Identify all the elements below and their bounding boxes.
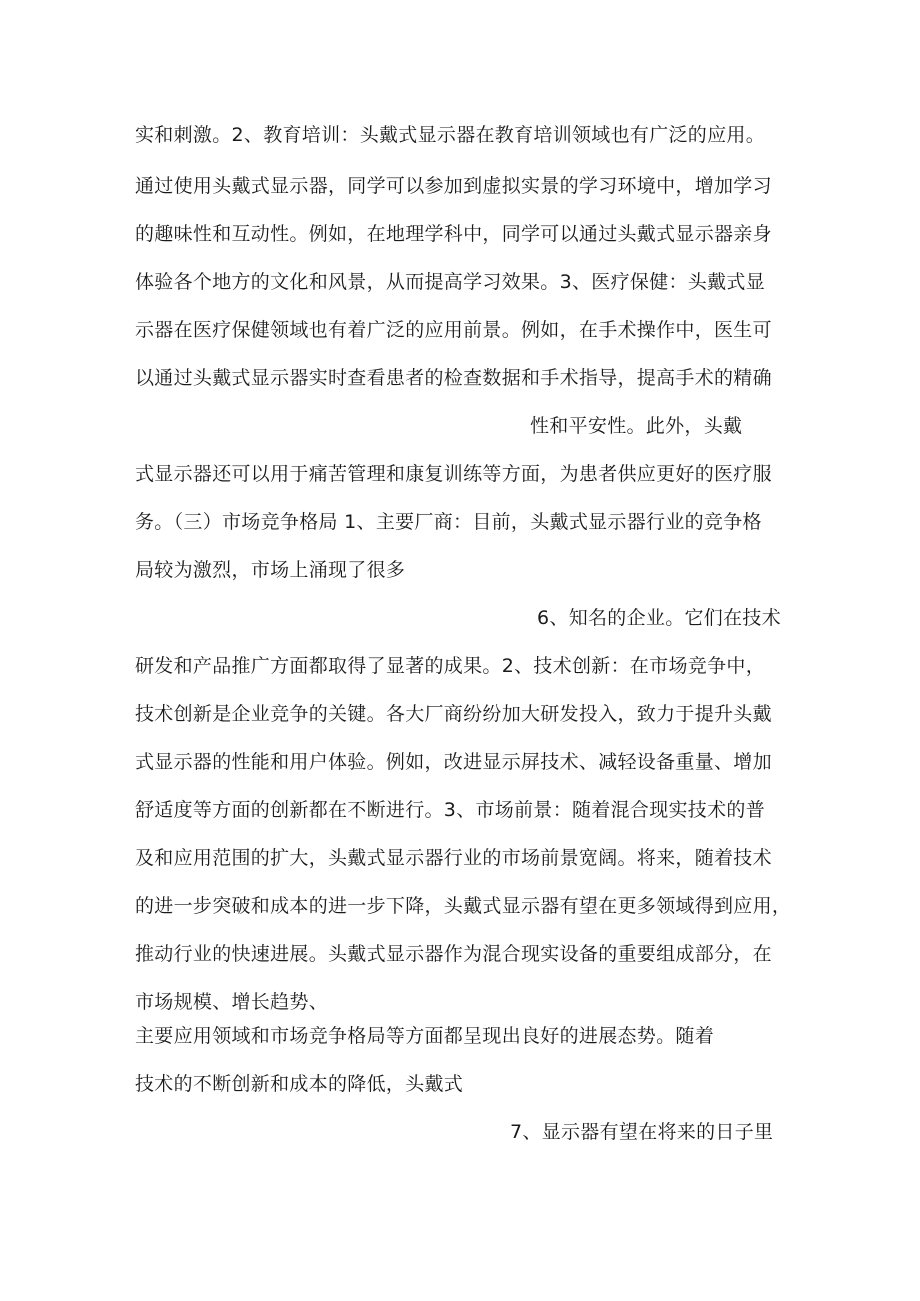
text-line: 式显示器还可以用于痛苦管理和康复训练等方面，为患者供应更好的医疗服 — [135, 463, 772, 485]
text-line: 推动行业的快速进展。头戴式显示器作为混合现实设备的重要组成部分，在 — [135, 943, 772, 965]
text-line: 通过使用头戴式显示器，同学可以参加到虚拟实景的学习环境中，增加学习 — [135, 175, 772, 197]
text-line: 技术创新是企业竞争的关键。各大厂商纷纷加大研发投入，致力于提升头戴 — [135, 703, 772, 725]
text-line: 研发和产品推广方面都取得了显著的成果。2、技术创新：在市场竞争中， — [135, 655, 765, 677]
text-line: 实和刺激。2、教育培训：头戴式显示器在教育培训领域也有广泛的应用。 — [135, 124, 765, 146]
text-line: 及和应用范围的扩大，头戴式显示器行业的市场前景宽阔。将来，随着技术 — [135, 847, 772, 869]
text-line: 务。（三）市场竞争格局 1、主要厂商：目前，头戴式显示器行业的竞争格 — [135, 511, 762, 533]
text-line: 的趣味性和互动性。例如，在地理学科中，同学可以通过头戴式显示器亲身 — [135, 223, 772, 245]
text-line: 体验各个地方的文化和风景，从而提高学习效果。3、医疗保健：头戴式显 — [135, 271, 765, 293]
text-line: 性和平安性。此外，头戴 — [530, 415, 743, 437]
text-line: 以通过头戴式显示器实时查看患者的检查数据和手术指导，提高手术的精确 — [135, 367, 772, 389]
text-line: 6、知名的企业。它们在技术 — [537, 607, 781, 629]
text-line: 局较为激烈，市场上涌现了很多 — [135, 559, 406, 581]
text-line: 主要应用领域和市场竞争格局等方面都呈现出良好的进展态势。随着 — [135, 1025, 715, 1047]
text-line: 式显示器的性能和用户体验。例如，改进显示屏技术、减轻设备重量、增加 — [135, 751, 772, 773]
text-line: 的进一步突破和成本的进一步下降，头戴式显示器有望在更多领域得到应用， — [135, 895, 792, 917]
text-line: 市场规模、增长趋势、 — [135, 991, 329, 1013]
text-line: 7、显示器有望在将来的日子里 — [510, 1121, 774, 1143]
text-line: 舒适度等方面的创新都在不断进行。3、市场前景：随着混合现实技术的普 — [135, 799, 765, 821]
text-line: 技术的不断创新和成本的降低，头戴式 — [135, 1073, 464, 1095]
text-line: 示器在医疗保健领域也有着广泛的应用前景。例如，在手术操作中，医生可 — [135, 319, 772, 341]
